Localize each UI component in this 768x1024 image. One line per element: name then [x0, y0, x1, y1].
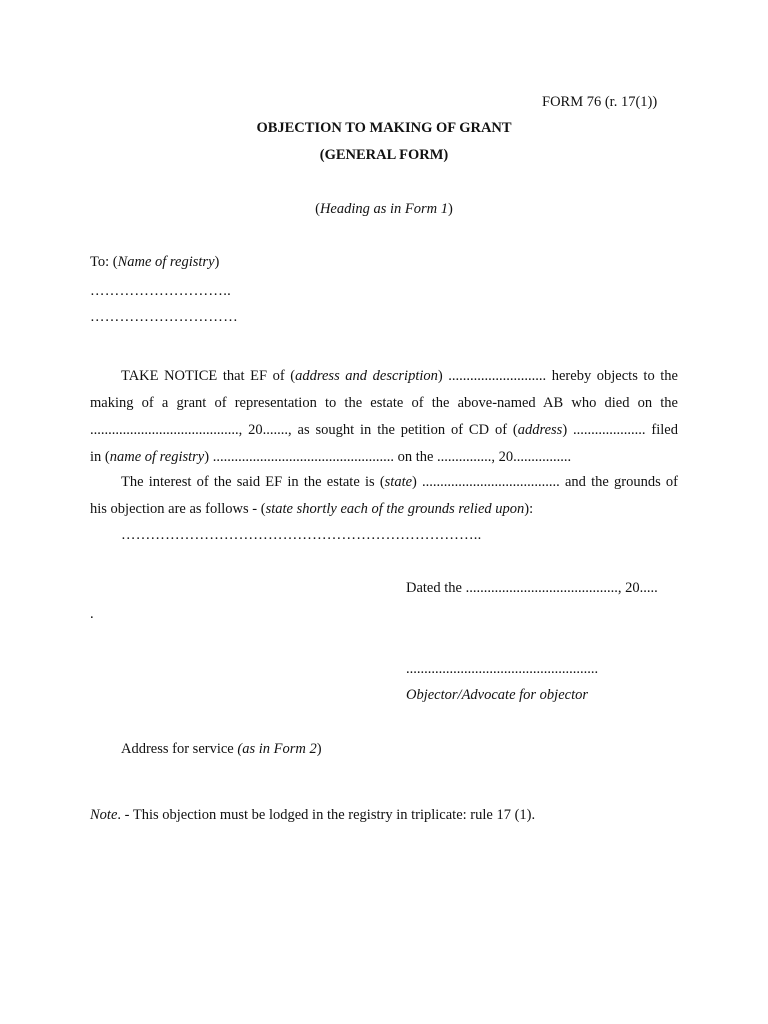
interest-l1-a: The interest of the said EF in the estate is ( [121, 474, 385, 490]
interest-line-2 [90, 496, 678, 523]
form-title: OBJECTION TO MAKING OF GRANT [256, 120, 512, 136]
address-for-service [121, 741, 322, 758]
recipient-prefix: To: ( [90, 254, 118, 270]
heading-note-open: ( [315, 201, 320, 217]
signature-label: Objector/Advocate for objector [406, 687, 589, 703]
recipient-line [90, 254, 219, 271]
notice-l4-a: in ( [90, 449, 110, 465]
notice-l3-a: ........................................., 20......., as sought in the petition of CD of ( [90, 422, 518, 438]
address-suffix: ) [316, 741, 322, 757]
interest-l2-c: ): [524, 501, 534, 517]
notice-l1-a: TAKE NOTICE that EF of ( [121, 368, 296, 384]
notice-l3-c: ) .................... filed [562, 422, 678, 438]
note-text: . - This objection must be lodged in the registry in triplicate: rule 17 (1). [117, 807, 536, 823]
heading-note-italic: Heading as in Form 1 [319, 201, 449, 217]
notice-l3-b: address [517, 422, 563, 438]
form-number: FORM 76 (r. 17(1)) [542, 94, 658, 110]
recipient-dots-2: ………………………… [90, 309, 238, 325]
interest-l2-b: state shortly each of the grounds relied upon [265, 501, 525, 517]
heading-note [0, 201, 768, 218]
heading-note-close: ) [448, 201, 453, 217]
notice-paragraph [90, 363, 678, 471]
address-italic: (as in Form 2 [237, 741, 317, 757]
interest-line-1 [90, 469, 678, 496]
recipient-italic: Name of registry [117, 254, 215, 270]
recipient-dots-1: ……………………….. [90, 283, 232, 299]
notice-line-3 [90, 417, 678, 444]
notice-line-2: making of a grant of representation to the estate of the above-named AB who died on the [90, 395, 678, 411]
note-line [90, 807, 535, 824]
interest-l1-b: state [384, 474, 413, 490]
recipient-suffix: ) [214, 254, 220, 270]
address-prefix: Address for service [121, 741, 238, 757]
interest-l2-a: his objection are as follows - ( [90, 501, 266, 517]
grounds-dots: ……………………………………………………………….. [121, 527, 482, 543]
stray-dot: . [90, 606, 94, 622]
notice-l1-c: ) ........................... hereby objects to the [437, 368, 678, 384]
notice-line-1 [90, 363, 678, 390]
signature-line: ..................................................... [406, 661, 599, 677]
dated-line: Dated the .........................................., 20..... [406, 580, 658, 596]
form-subtitle: (GENERAL FORM) [319, 147, 449, 163]
notice-l4-c: ) .................................................. on the ..............., 20................ [204, 449, 572, 465]
interest-paragraph [90, 469, 678, 523]
notice-l1-b: address and description [295, 368, 438, 384]
notice-line-4 [90, 444, 678, 471]
note-label: Note [90, 807, 118, 823]
notice-l4-b: name of registry [109, 449, 205, 465]
interest-l1-c: ) ...................................... and the grounds of [412, 474, 679, 490]
